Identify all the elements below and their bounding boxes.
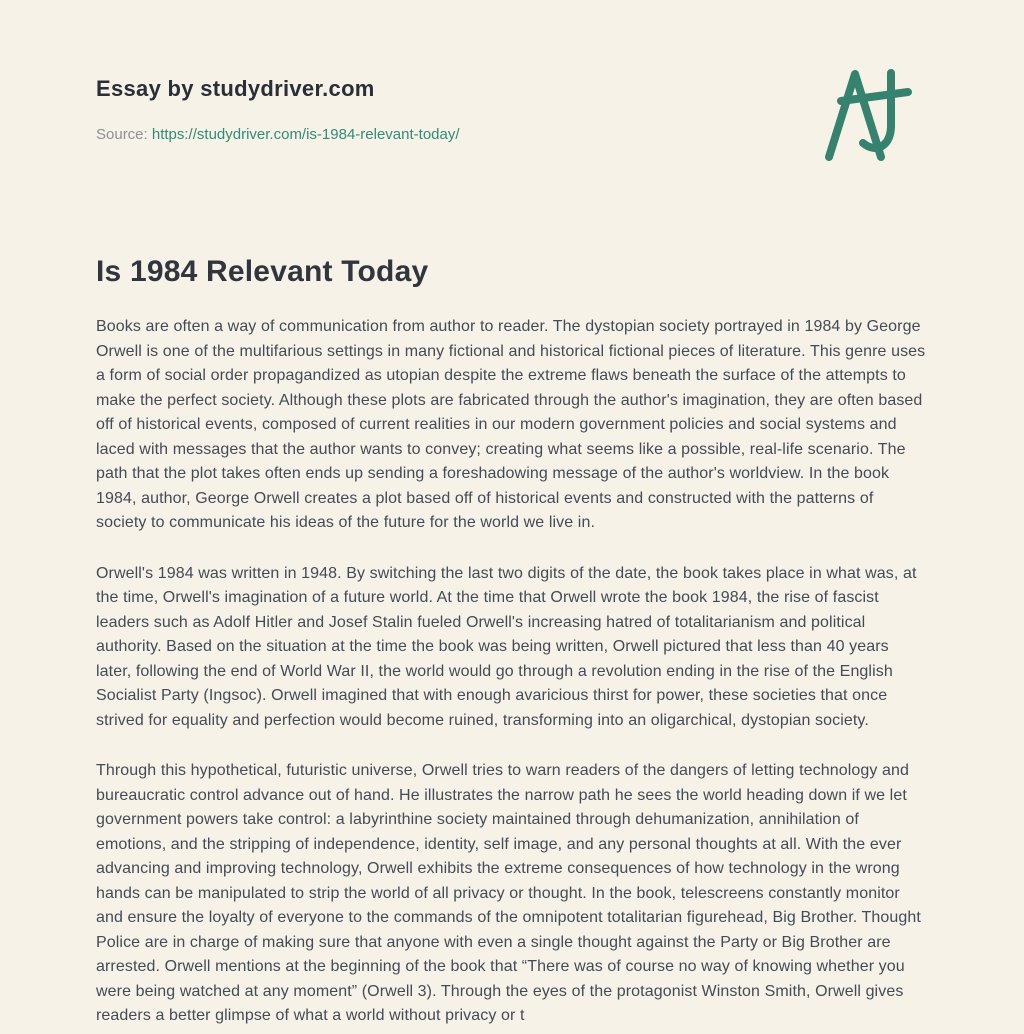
essay-paragraph-1: Books are often a way of communication from author to reader. The dystopian society portrayed in 1984 by George Orwell is one of the multifarious settings in many fictional and historical fictional pieces of literature. This genre uses a form of social order propagandized as utopian despite the extreme flaws beneath the surface of the attempts to make the perfect society. Although these plots are fabricated through the author's imagination, they are often based off of historical events, composed of current realities in our modern government policies and social systems and laced with messages that the author wants to convey; creating what seems like a possible, real-life scenario. The path that the plot takes often ends up sending a foreshadowing message of the author's worldview. In the book 1984, author, George Orwell creates a plot based off of historical events and constructed with the patterns of society to communicate his ideas of the future for the world we live in. — [96, 318, 926, 531]
source-label: Source: — [96, 126, 148, 143]
source-url-link[interactable]: https://studydriver.com/is-1984-relevant-today/ — [151, 126, 460, 143]
essay-by-heading: Essay by studydriver.com — [96, 76, 375, 101]
essay-title: Is 1984 Relevant Today — [96, 255, 429, 288]
studydriver-logo — [824, 68, 912, 162]
essay-paragraph-3: Through this hypothetical, futuristic universe, Orwell tries to warn readers of the dangers of letting technology and bureaucratic control advance out of hand. He illustrates the narrow path he sees the world heading down if we let government powers take control: a labyrinthine society maintained through dehumanization, annihilation of emotions, and the stripping of independence, identity, self image, and any personal thoughts at all. With the ever advancing and improving technology, Orwell exhibits the extreme consequences of how technology in the wrong hands can be manipulated to strip the world of all privacy or thought. In the book, telescreens constantly monitor and ensure the loyalty of everyone to the commands of the omnipotent totalitarian figurehead, Big Brother. Thought Police are in charge of making sure that anyone with even a single thought against the Party or Big Brother are arrested. Orwell mentions at the beginning of the book that “There was of course no way of knowing whether you were being watched at any moment” (Orwell 3). Through the eyes of the protagonist Winston Smith, Orwell gives readers a better glimpse of what a world without privacy or t — [96, 762, 921, 1024]
source-line — [96, 126, 928, 143]
essay-body — [96, 315, 928, 1029]
studydriver-a-icon — [824, 68, 912, 162]
essay-paragraph-2: Orwell's 1984 was written in 1948. By switching the last two digits of the date, the book takes place in what was, at the time, Orwell's imagination of a future world. At the time that Orwell wrote the book 1984, the rise of fascist leaders such as Adolf Hitler and Josef Stalin fueled Orwell's increasing hatred of totalitarianism and political authority. Based on the situation at the time the book was being written, Orwell pictured that less than 40 years later, following the end of World War II, the world would go through a revolution ending in the rise of the English Socialist Party (Ingsoc). Orwell imagined that with enough avaricious thirst for power, these societies that once strived for equality and perfection would become ruined, transforming into an oligarchical, dystopian society. — [96, 564, 917, 729]
